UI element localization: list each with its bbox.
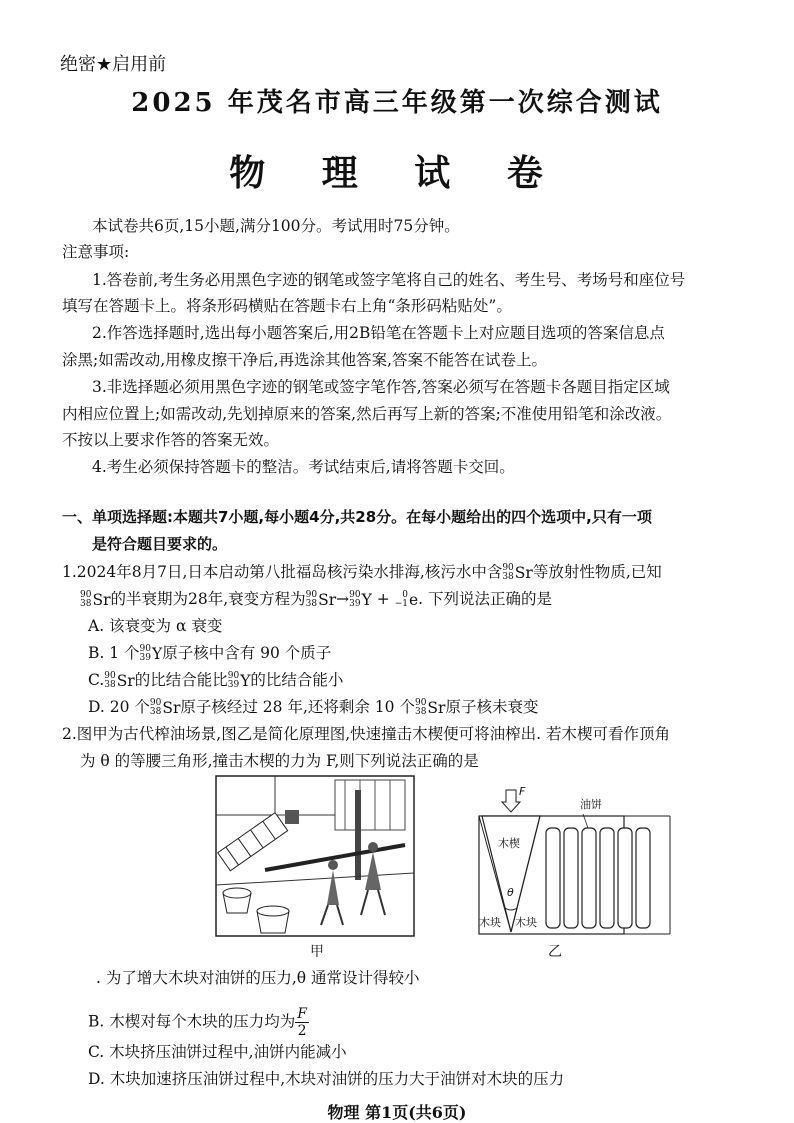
notice-line: 涂黑;如需改动,用橡皮擦干净后,再选涂其他答案,答案不能答在试卷上。 xyxy=(62,351,548,369)
label-oil-cake: 油饼 xyxy=(580,798,602,811)
label-wedge: 木楔 xyxy=(498,837,520,850)
q2-option-b: B. 木楔对每个木块的压力均为 $\frac{F}{2}$ xyxy=(88,1006,307,1039)
exam-title: 2025 年茂名市高三年级第一次综合测试 xyxy=(131,88,663,118)
section-heading: 一、单项选择题:本题共7小题,每小题4分,共28分。在每小题给出的四个选项中,只有一项 xyxy=(62,508,652,526)
notice-line: 2.作答选择题时,选出每小题答案后,用2B铅笔在答题卡上对应题目选项的答案信息点 xyxy=(92,324,665,342)
q2-stem-line1: 2.图甲为古代榨油场景,图乙是简化原理图,快速撞击木楔便可将油榨出. 若木楔可看作顶角 xyxy=(62,725,670,743)
notice-line: 内相应位置上;如需改动,先划掉原来的答案,然后再写上新的答案;不准使用铅笔和涂改液。 xyxy=(62,405,672,423)
section-heading-cont: 是符合题目要求的。 xyxy=(92,535,228,553)
notice-line: 不按以上要求作答的答案无效。 xyxy=(62,431,280,449)
q1-option-d: D. 20 个 90 38 Sr 原子核经过 28 年,还将剩余 10 个 90 38 Sr 原子核未衰变 xyxy=(88,698,539,717)
q2-option-d: D. 木块加速挤压油饼过程中,木块对油饼的压力大于油饼对木块的压力 xyxy=(88,1070,565,1088)
notice-line: 4.考生必须保持答题卡的整洁。考试结束后,请将答题卡交回。 xyxy=(92,458,515,476)
nuclide-sr: 90 38 Sr xyxy=(80,590,111,609)
label-block-right: 木块 xyxy=(515,916,537,929)
notice-line: 填写在答题卡上。将条形码横贴在答题卡右上角“条形码粘贴处”。 xyxy=(62,297,512,315)
nuclide-sr: 90 38 Sr xyxy=(305,590,337,609)
notice-line: 3.非选择题必须用黑色字迹的钢笔或签字笔作答,答案必须写在答题卡各题目指定区域 xyxy=(92,378,670,396)
nuclide-sr: 90 38 Sr xyxy=(502,563,533,582)
q1-option-b: B. 1 个 90 39 Y 原子核中含有 90 个质子 xyxy=(88,644,332,663)
q2-option-c: C. 木块挤压油饼过程中,油饼内能减小 xyxy=(88,1043,347,1061)
confidential-mark: 绝密★启用前 xyxy=(60,54,167,75)
particle-electron: 0 −1 e xyxy=(394,590,419,609)
figure-oil-press-scene xyxy=(215,775,415,937)
label-block-left: 木块 xyxy=(479,916,501,929)
label-theta: θ xyxy=(507,886,514,899)
figure-wedge-schematic xyxy=(478,786,674,936)
q2-option-a: . 为了增大木块对油饼的压力,θ 通常设计得较小 xyxy=(96,969,420,987)
q1-stem-line2: 90 38 Sr 的半衰期为28年,衰变方程为 90 38 Sr → 90 39 Y + 0 −1 e . 下列说法正确的是 xyxy=(80,590,553,609)
nuclide-y: 90 39 Y xyxy=(349,590,372,609)
figure-caption-yi: 乙 xyxy=(548,944,562,960)
exam-intro: 本试卷共6页,15小题,满分100分。考试用时75分钟。 xyxy=(92,217,460,235)
fraction-f-over-2: $\frac{F}{2}$ xyxy=(297,1006,307,1039)
q2-stem-line2: 为 θ 的等腰三角形,撞击木楔的力为 F,则下列说法正确的是 xyxy=(80,752,479,770)
label-force-f: F xyxy=(519,785,526,798)
q1-option-a: A. 该衰变为 α 衰变 xyxy=(88,617,223,635)
subject-title: 物 理 试 卷 xyxy=(229,152,565,194)
notice-heading: 注意事项: xyxy=(62,243,130,261)
q1-stem-line1: 1.2024年8月7日,日本启动第八批福岛核污染水排海,核污水中含 90 38 Sr 等放射性物质,已知 xyxy=(62,563,662,582)
page-footer: 物理 第1页(共6页) xyxy=(327,1103,467,1122)
notice-line: 1.答卷前,考生务必用黑色字迹的钢笔或签字笔将自己的姓名、考生号、考场号和座位号 xyxy=(92,271,686,289)
figure-caption-jia: 甲 xyxy=(310,944,324,960)
q1-option-c: C. 90 38 Sr 的比结合能比 90 39 Y 的比结合能小 xyxy=(88,671,344,690)
